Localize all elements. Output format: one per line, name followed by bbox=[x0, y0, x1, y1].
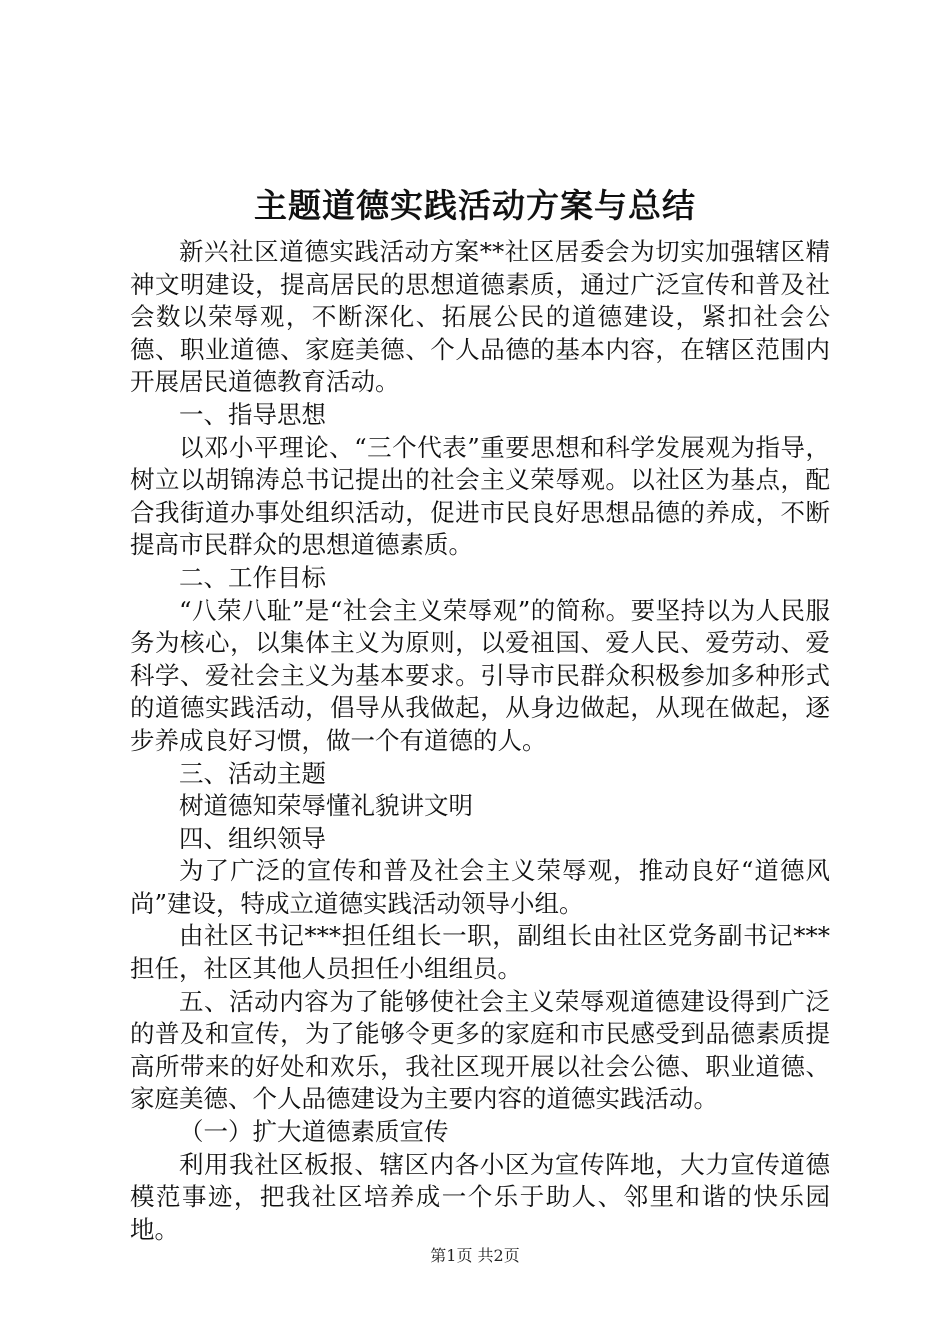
paragraph-guiding-ideology: 以邓小平理论、“三个代表”重要思想和科学发展观为指导，树立以胡锦涛总书记提出的社会主义荣辱观。以社区为基点，配合我街道办事处组织活动，促进市民良好思想品德的养成，不断提高市民群众的思想道德素质。 bbox=[130, 432, 830, 560]
paragraph-activity-content: 五、活动内容为了能够使社会主义荣辱观道德建设得到广泛的普及和宣传，为了能够令更多的家庭和市民感受到品德素质提高所带来的好处和欢乐，我社区现开展以社会公德、职业道德、家庭美德、个人品德建设为主要内容的道德实践活动。 bbox=[130, 986, 830, 1114]
section-heading-activity-theme: 三、活动主题 bbox=[179, 758, 326, 788]
document-title: 主题道德实践活动方案与总结 bbox=[254, 186, 696, 225]
paragraph-publicity: 利用我社区板报、辖区内各小区为宣传阵地，大力宣传道德模范事迹，把我社区培养成一个乐于助人、邻里和谐的快乐园地。 bbox=[130, 1149, 830, 1244]
paragraph-activity-theme: 树道德知荣辱懂礼貌讲文明 bbox=[179, 791, 473, 821]
paragraph-intro: 新兴社区道德实践活动方案**社区居委会为切实加强辖区精神文明建设，提高居民的思想道德素质，通过广泛宣传和普及社会数以荣辱观，不断深化、拓展公民的道德建设，紧扣社会公德、职业道德、家庭美德、个人品德的基本内容，在辖区范围内开展居民道德教育活动。 bbox=[130, 237, 830, 397]
paragraph-organization-1: 为了广泛的宣传和普及社会主义荣辱观，推动良好“道德风尚”建设，特成立道德实践活动领导小组。 bbox=[130, 856, 830, 918]
paragraph-organization-2: 由社区书记***担任组长一职，副组长由社区党务副书记***担任，社区其他人员担任小组组员。 bbox=[130, 921, 830, 984]
document-body bbox=[130, 236, 830, 1246]
section-heading-organization: 四、组织领导 bbox=[179, 823, 326, 853]
subsection-heading-publicity: （一）扩大道德素质宣传 bbox=[179, 1117, 449, 1147]
section-heading-guiding-ideology: 一、指导思想 bbox=[179, 399, 326, 429]
page-footer: 第1页 共2页 bbox=[430, 1246, 520, 1265]
section-heading-work-goals: 二、工作目标 bbox=[179, 562, 326, 592]
paragraph-work-goals: “八荣八耻”是“社会主义荣辱观”的简称。要坚持以为人民服务为核心，以集体主义为原则，以爱祖国、爱人民、爱劳动、爱科学、爱社会主义为基本要求。引导市民群众积极参加多种形式的道德实践活动，倡导从我做起，从身边做起，从现在做起，逐步养成良好习惯，做一个有道德的人。 bbox=[130, 595, 830, 755]
